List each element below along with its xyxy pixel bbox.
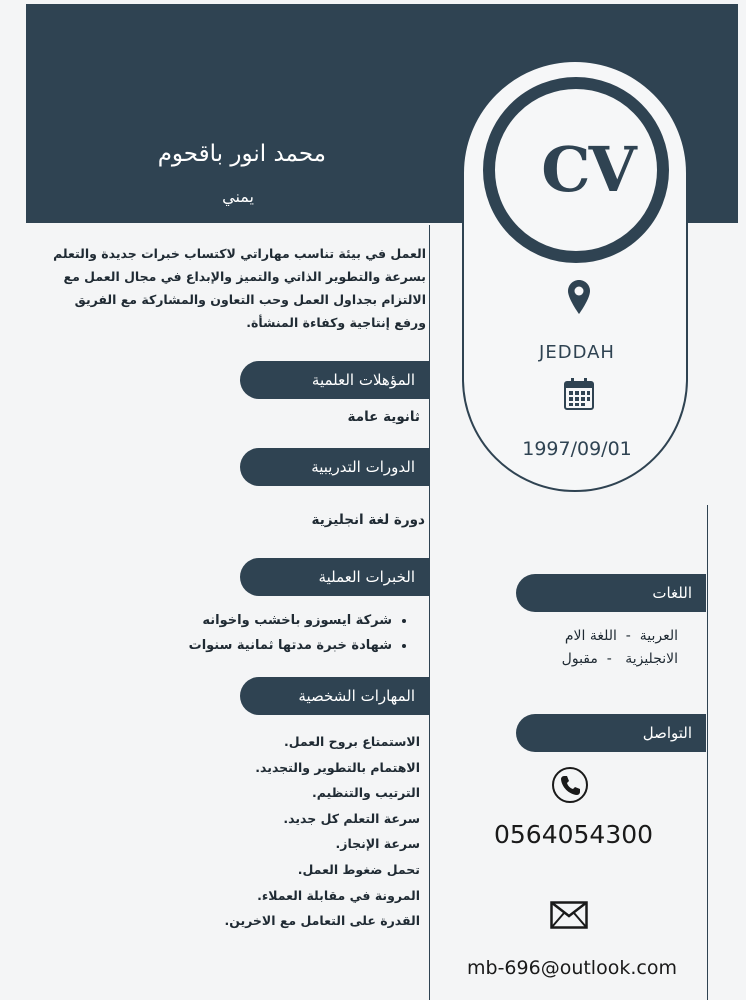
language-arabic: العربية - اللغة الام xyxy=(564,628,678,644)
skills-list xyxy=(224,729,420,934)
left-divider xyxy=(429,225,430,1000)
profile-capsule xyxy=(462,60,688,492)
list-item: سرعة الإنجاز. xyxy=(335,836,420,852)
cv-logo-text: CV xyxy=(541,133,635,206)
courses-heading: الدورات التدريبية xyxy=(240,448,429,486)
nationality: يمني xyxy=(222,187,254,206)
list-item: القدرة على التعامل مع الاخرين. xyxy=(224,913,420,929)
course-value: دورة لغة انجليزية xyxy=(311,512,425,528)
location-pin-icon xyxy=(568,280,590,314)
envelope-icon xyxy=(550,901,588,929)
cv-logo xyxy=(483,77,669,263)
person-name: محمد انور باقحوم xyxy=(157,141,326,167)
phone-number[interactable]: 0564054300 xyxy=(494,820,654,849)
experience-heading: الخبرات العملية xyxy=(240,558,429,596)
email-address[interactable]: mb-696@outlook.com xyxy=(467,957,677,979)
experience-list xyxy=(189,608,410,658)
city: JEDDAH xyxy=(539,342,615,363)
career-objective: العمل في بيئة تناسب مهاراتي لاكتساب خبرات جديدة والتعلم بسرعة والتطوير الذاتي والتميز والإبداع في مجال العمل مع الالتزام بجداول العمل وحب التعاون والمشاركة مع الفريق ورفع إنتاجية وكفاءة المنشأة. xyxy=(53,246,426,330)
contact-heading: التواصل xyxy=(516,714,706,752)
language-name: العربية xyxy=(639,628,678,644)
list-item: المرونة في مقابلة العملاء. xyxy=(257,887,420,903)
languages-heading: اللغات xyxy=(516,574,706,612)
right-divider xyxy=(707,505,708,1000)
language-english: الانجليزية - مقبول xyxy=(561,651,678,667)
list-item: الترتيب والتنظيم. xyxy=(311,785,420,801)
list-item: الاستمتاع بروح العمل. xyxy=(284,734,420,749)
qualification-value: ثانوية عامة xyxy=(347,409,420,425)
language-name: الانجليزية xyxy=(625,651,678,667)
list-item: الاهتمام بالتطوير والتجديد. xyxy=(255,759,420,775)
language-level: مقبول xyxy=(561,651,598,667)
language-level: اللغة الام xyxy=(564,628,617,644)
skills-heading: المهارات الشخصية xyxy=(240,677,429,715)
phone-icon xyxy=(551,766,589,804)
birth-date: 1997/09/01 xyxy=(522,438,632,460)
list-item: سرعة التعلم كل جديد. xyxy=(283,810,420,826)
list-item: تحمل ضغوط العمل. xyxy=(297,861,420,877)
calendar-icon xyxy=(564,378,594,410)
list-item: • شهادة خبرة مدتها ثمانية سنوات xyxy=(189,633,392,658)
list-item: • شركة ايسوزو باخشب واخوانه xyxy=(189,608,392,633)
qualifications-heading: المؤهلات العلمية xyxy=(240,361,429,399)
